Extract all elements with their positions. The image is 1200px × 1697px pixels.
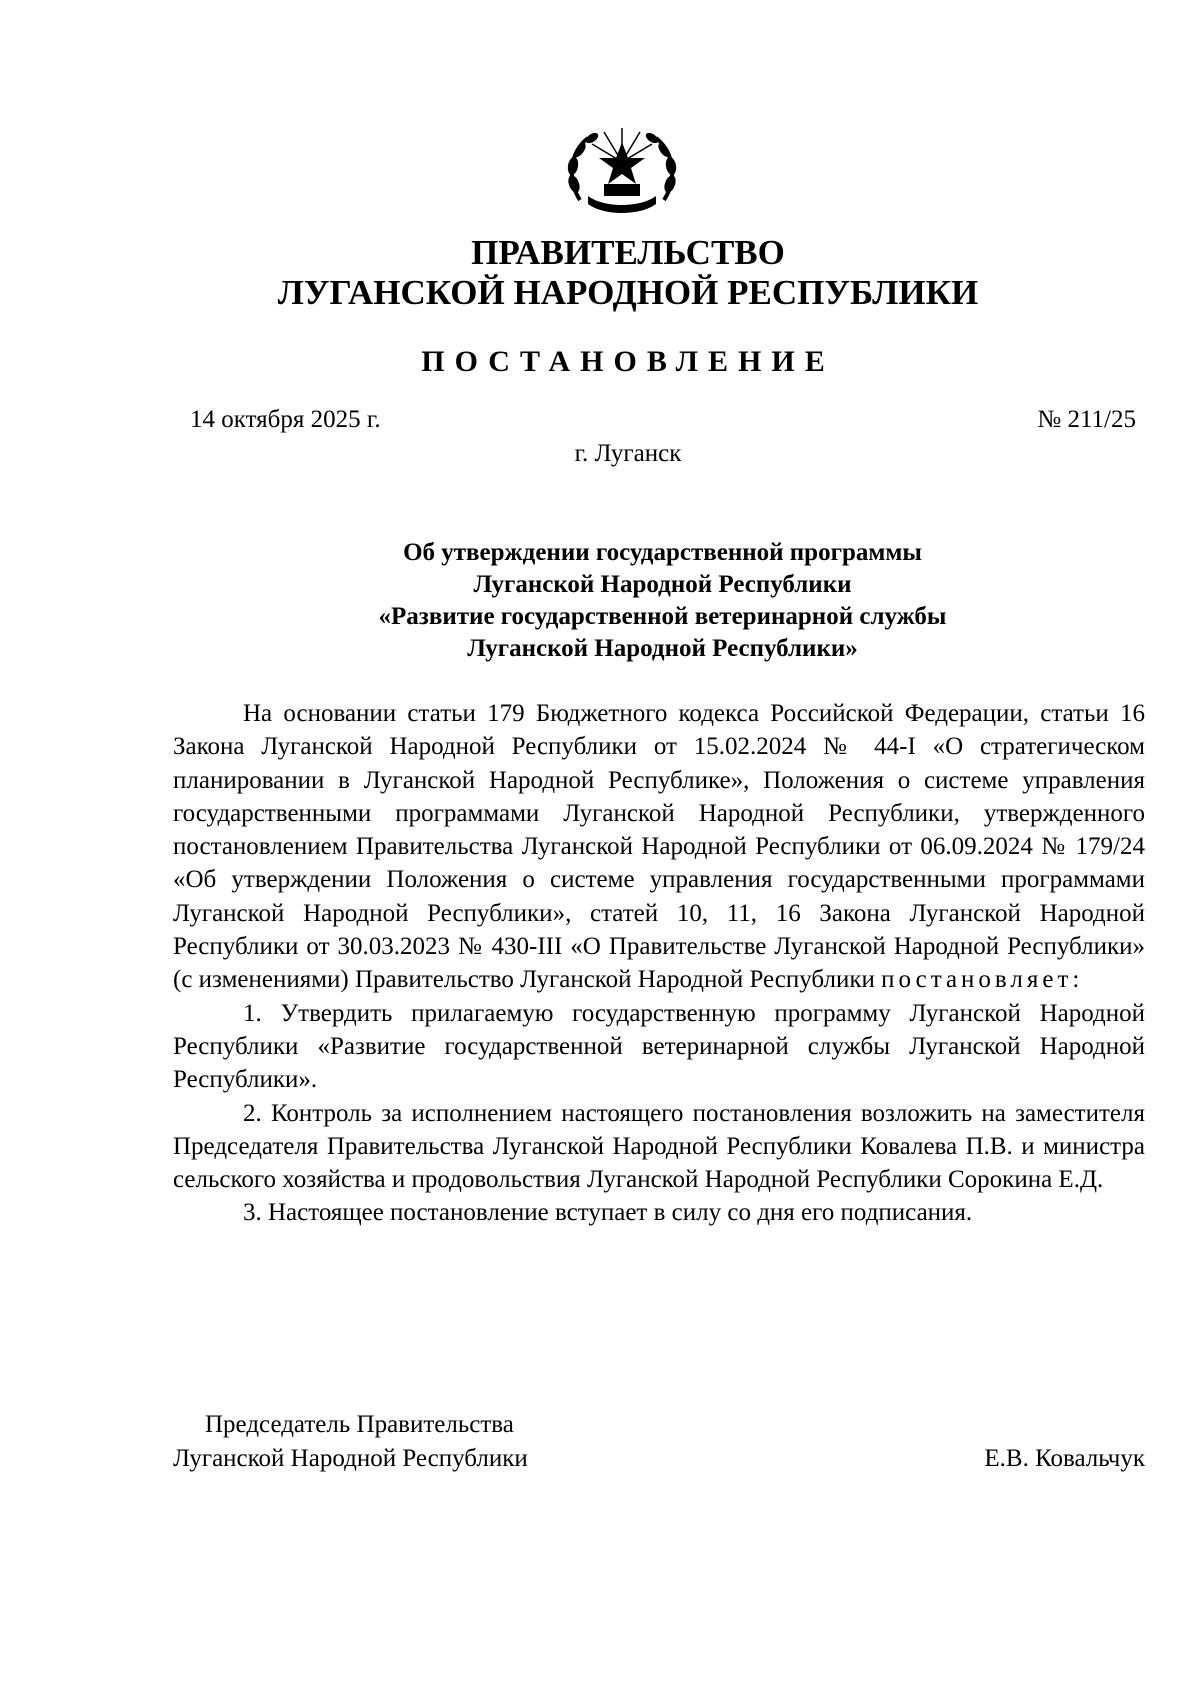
resolves-word: постановляет: xyxy=(881,966,1084,994)
resolution-item: 3. Настоящее постановление вступает в силу со дня его подписания. xyxy=(243,1199,973,1227)
org-name-line2: ЛУГАНСКОЙ НАРОДНОЙ РЕСПУБЛИКИ xyxy=(277,273,979,312)
preamble-paragraph xyxy=(173,697,1145,997)
org-name-line1: ПРАВИТЕЛЬСТВО xyxy=(471,233,785,272)
signatory-position xyxy=(173,1408,528,1476)
title-line: Луганской Народной Республики» xyxy=(467,635,858,662)
resolution-item: 1. Утвердить прилагаемую государственную программу Луганской Народной Республики «Развитие государственной ветеринарной службы Луганской Народной Республики». xyxy=(173,999,1145,1094)
document-number: № 211/25 xyxy=(1037,406,1136,433)
coat-of-arms-icon xyxy=(560,122,684,218)
title-line: «Развитие государственной ветеринарной службы xyxy=(378,603,947,630)
title-line: Луганской Народной Республики xyxy=(473,571,852,598)
resolution-item: 2. Контроль за исполнением настоящего постановления возложить на заместителя Председателя Правительства Луганской Народной Республики Ковалева П.В. и министра сельского хозяйства и продовольствия Луганской Народной Республики Сорокина Е.Д. xyxy=(173,1099,1145,1194)
signatory-name: Е.В. Ковальчук xyxy=(984,1445,1145,1472)
preamble-text: На основании статьи 179 Бюджетного кодекса Российской Федерации, статьи 16 Закона Луганской Народной Республики от 15.02.2024 № 44-I «О стратегическом планировании в Луганской Народной Республике», Положения о системе управления государственными программами Луганской Народной Республики, утвержденного постановлением Правительства Луганской Народной Республики от 06.09.2024 № 179/24 «Об утверждении Положения о системе управления государственными программами Луганской Народной Республики», статей 10, 11, 16 Закона Луганской Народной Республики от 30.03.2023 № 430-III «О Правительстве Луганской Народной Республики» (с изменениями) Правительство Луганской Народной Республики xyxy=(173,700,1145,994)
title-line: Об утверждении государственной программы xyxy=(403,539,922,566)
document-city: г. Луганск xyxy=(574,440,682,467)
document-title xyxy=(170,537,1155,665)
document-date: 14 октября 2025 г. xyxy=(190,406,381,433)
signatory-position-line1: Председатель Правительства xyxy=(205,1411,514,1438)
document-type: ПОСТАНОВЛЕНИЕ xyxy=(421,345,835,378)
document-body xyxy=(173,697,1145,1230)
signatory-position-line2: Луганской Народной Республики xyxy=(173,1445,528,1472)
